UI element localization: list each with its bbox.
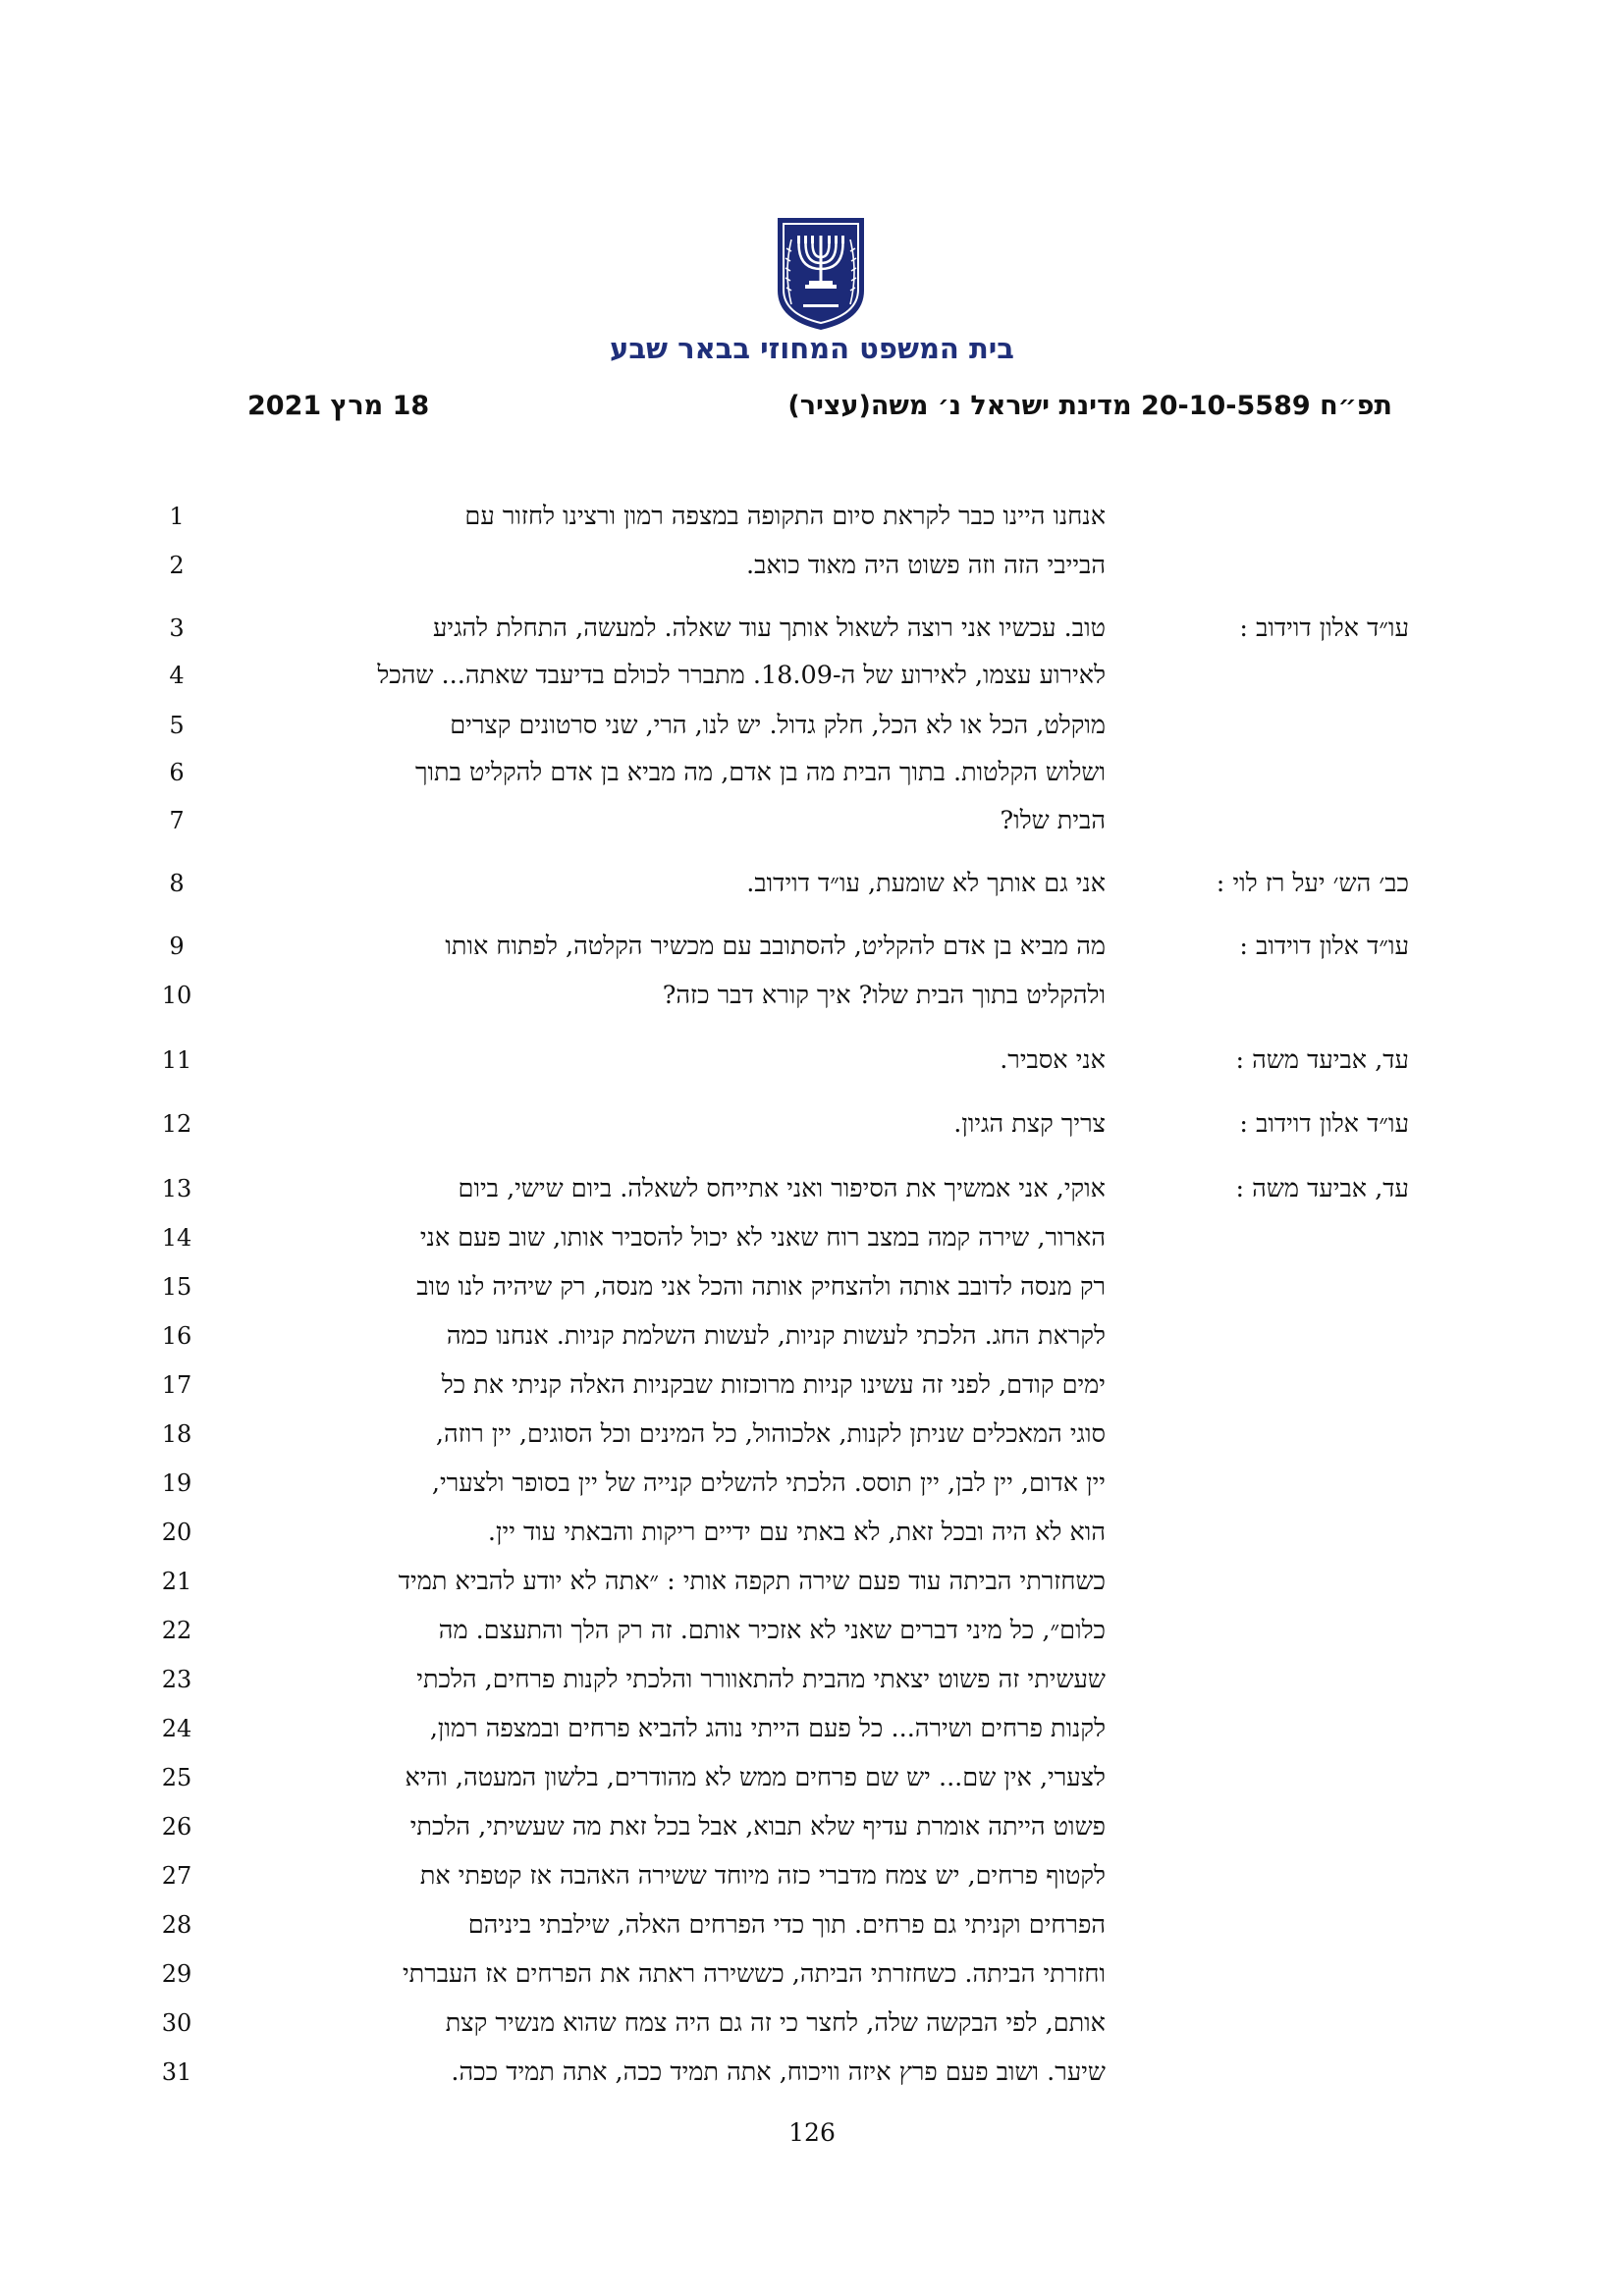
line-text: אני גם אותך לא שומעת, עו״ד דוידוב. <box>746 869 1106 898</box>
line-text: מה מביא בן אדם להקליט, להסתובב עם מכשיר הקלטה, לפתוח אותו <box>445 932 1106 961</box>
transcript-line <box>0 1037 1624 1085</box>
line-number: 7 <box>169 807 185 834</box>
transcript-line <box>0 972 1624 1020</box>
line-text: שיער. ושוב פעם פרץ איזה וויכוח, אתה תמיד ככה, אתה תמיד ככה. <box>451 2057 1106 2087</box>
transcript-line <box>0 1100 1624 1148</box>
transcript-line <box>0 605 1624 653</box>
transcript-line <box>0 797 1624 845</box>
line-number: 10 <box>161 982 192 1009</box>
transcript-line <box>0 923 1624 971</box>
case-title: תפ״ח 20-10-5589 מדינת ישראל נ׳ משה(עציר) <box>787 391 1392 421</box>
transcript-line <box>0 1705 1624 1753</box>
transcript-line <box>0 1901 1624 1949</box>
line-number: 5 <box>169 712 185 739</box>
transcript-line <box>0 749 1624 797</box>
transcript-line <box>0 702 1624 750</box>
transcript-line <box>0 1509 1624 1557</box>
transcript-line <box>0 860 1624 908</box>
line-text: מוקלט, הכל או לא הכל, חלק גדול. יש לנו, הרי, שני סרטונים קצרים <box>450 711 1106 740</box>
transcript-line <box>0 1165 1624 1213</box>
line-text: ושלוש הקלטות. בתוך הבית מה בן אדם, מה מביא בן אדם להקליט בתוך <box>414 758 1106 787</box>
line-text: הארור, שירה קמה במצב רוח שאני לא יכול להסביר אותו, שוב פעם אני <box>419 1223 1106 1253</box>
line-text: לאירוע עצמו, לאירוע של ה-18.09. מתברר לכולם בדיעבד שאתה... שהכל <box>377 661 1106 690</box>
transcript-line <box>0 1214 1624 1262</box>
line-text: יין אדום, יין לבן, יין תוסס. הלכתי להשלים קנייה של יין בסופר ולצערי, <box>431 1468 1106 1498</box>
line-number: 15 <box>161 1273 192 1301</box>
line-number: 4 <box>169 662 185 689</box>
line-text: לקטוף פרחים, יש צמח מדברי כזה מיוחד ששירה האהבה אז קטפתי את <box>419 1861 1106 1891</box>
transcript-line <box>0 1558 1624 1606</box>
line-number: 16 <box>161 1322 192 1350</box>
line-number: 27 <box>161 1862 192 1890</box>
line-text: רק מנסה לדובב אותה ולהצחיק אותה והכל אני מנסה, רק שיהיה לנו טוב <box>416 1272 1106 1302</box>
line-text: לצערי, אין שם... יש שם פרחים ממש לא מהודרים, בלשון המעטה, והיא <box>405 1763 1106 1792</box>
line-number: 26 <box>161 1813 192 1841</box>
speaker-label: עו״ד אלון דוידוב : <box>1239 932 1409 961</box>
line-text: הפרחים וקניתי גם פרחים. תוך כדי הפרחים האלה, שילבתי ביניהם <box>467 1910 1106 1940</box>
line-text: ולהקליט בתוך הבית שלו? איך קורא דבר כזה? <box>662 981 1106 1010</box>
line-text: טוב. עכשיו אני רוצה לשאול אותך עוד שאלה. למעשה, התחלת להגיע <box>432 614 1106 643</box>
line-number: 25 <box>161 1764 192 1791</box>
transcript-line <box>0 1803 1624 1851</box>
line-number: 11 <box>161 1046 192 1074</box>
line-number: 2 <box>169 552 185 579</box>
court-name: בית המשפט המחוזי בבאר שבע <box>610 332 1014 365</box>
line-number: 19 <box>161 1469 192 1497</box>
transcript-line <box>0 1460 1624 1508</box>
line-number: 1 <box>169 503 185 530</box>
line-number: 28 <box>161 1911 192 1939</box>
line-number: 20 <box>161 1519 192 1546</box>
transcript-line <box>0 1607 1624 1655</box>
line-number: 23 <box>161 1666 192 1693</box>
transcript-line <box>0 2049 1624 2097</box>
line-number: 17 <box>161 1371 192 1399</box>
line-text: וחזרתי הביתה. כשחזרתי הביתה, כששירה ראתה את הפרחים אז העברתי <box>402 1959 1106 1989</box>
transcript-line <box>0 542 1624 590</box>
transcript-line <box>0 2000 1624 2048</box>
hearing-date: 18 מרץ 2021 <box>247 391 430 421</box>
line-text: הוא לא היה ובכל זאת, לא באתי עם ידיים ריקות והבאתי עוד יין. <box>487 1518 1106 1547</box>
speaker-label: עו״ד אלון דוידוב : <box>1239 1109 1409 1139</box>
line-text: אנחנו היינו כבר לקראת סיום התקופה במצפה רמון ורצינו לחזור עם <box>464 502 1106 531</box>
transcript-line <box>0 1852 1624 1900</box>
transcript-line <box>0 1950 1624 1999</box>
line-number: 9 <box>169 933 185 960</box>
line-text: שעשיתי זה פשוט יצאתי מהבית להתאוורר והלכתי לקנות פרחים, הלכתי <box>416 1665 1106 1694</box>
line-number: 21 <box>161 1568 192 1595</box>
line-number: 24 <box>161 1715 192 1742</box>
line-text: ימים קודם, לפני זה עשינו קניות מרוכזות שבקניות האלה קניתי את כל <box>441 1370 1106 1400</box>
line-text: הבית שלו? <box>1000 806 1106 835</box>
line-number: 13 <box>161 1175 192 1202</box>
line-text: אותם, לפי הבקשה שלה, לחצר כי זה גם היה צמח שהוא מנשיר קצת <box>445 2008 1106 2038</box>
line-text: צריך קצת הגיון. <box>953 1109 1106 1139</box>
transcript-line <box>0 1362 1624 1410</box>
transcript-line <box>0 652 1624 700</box>
line-number: 18 <box>161 1420 192 1448</box>
transcript-line <box>0 1656 1624 1704</box>
line-text: פשוט הייתה אומרת עדיף שלא תבוא, אבל בכל זאת מה שעשיתי, הלכתי <box>409 1812 1106 1842</box>
speaker-label: עד, אביעד משה : <box>1235 1045 1409 1075</box>
speaker-label: כב׳ הש׳ יעל רז לוי : <box>1216 869 1409 898</box>
line-text: אני אסביר. <box>1000 1045 1106 1075</box>
transcript-line <box>0 493 1624 541</box>
page-number: 126 <box>788 2118 836 2147</box>
line-number: 8 <box>169 870 185 897</box>
transcript-line <box>0 1312 1624 1361</box>
line-number: 12 <box>161 1110 192 1138</box>
line-number: 14 <box>161 1224 192 1252</box>
line-text: כלום״, כל מיני דברים שאני לא אזכיר אותם. זה רק הלך והתעצם. מה <box>438 1616 1106 1645</box>
speaker-label: עו״ד אלון דוידוב : <box>1239 614 1409 643</box>
line-text: לקראת החג. הלכתי לעשות קניות, לעשות השלמת קניות. אנחנו כמה <box>446 1321 1106 1351</box>
transcript-line <box>0 1411 1624 1459</box>
line-number: 29 <box>161 1960 192 1988</box>
transcript-line <box>0 1754 1624 1802</box>
line-text: כשחזרתי הביתה עוד פעם שירה תקפה אותי : ״אתה לא יודע להביא תמיד <box>398 1567 1106 1596</box>
line-number: 30 <box>161 2009 192 2037</box>
line-number: 31 <box>161 2058 192 2086</box>
transcript-line <box>0 1263 1624 1311</box>
speaker-label: עד, אביעד משה : <box>1235 1174 1409 1203</box>
line-number: 22 <box>161 1617 192 1644</box>
line-number: 6 <box>169 759 185 786</box>
line-text: סוגי המאכלים שניתן לקנות, אלכוהול, כל המינים וכל הסוגים, יין רוזה, <box>435 1419 1106 1449</box>
line-number: 3 <box>169 614 185 642</box>
line-text: הבייבי הזה וזה פשוט היה מאוד כואב. <box>746 551 1106 580</box>
line-text: לקנות פרחים ושירה... כל פעם הייתי נוהג להביא פרחים ובמצפה רמון, <box>429 1714 1106 1743</box>
line-text: אוקי, אני אמשיך את הסיפור ואני אתייחס לשאלה. ביום שישי, ביום <box>458 1174 1106 1203</box>
